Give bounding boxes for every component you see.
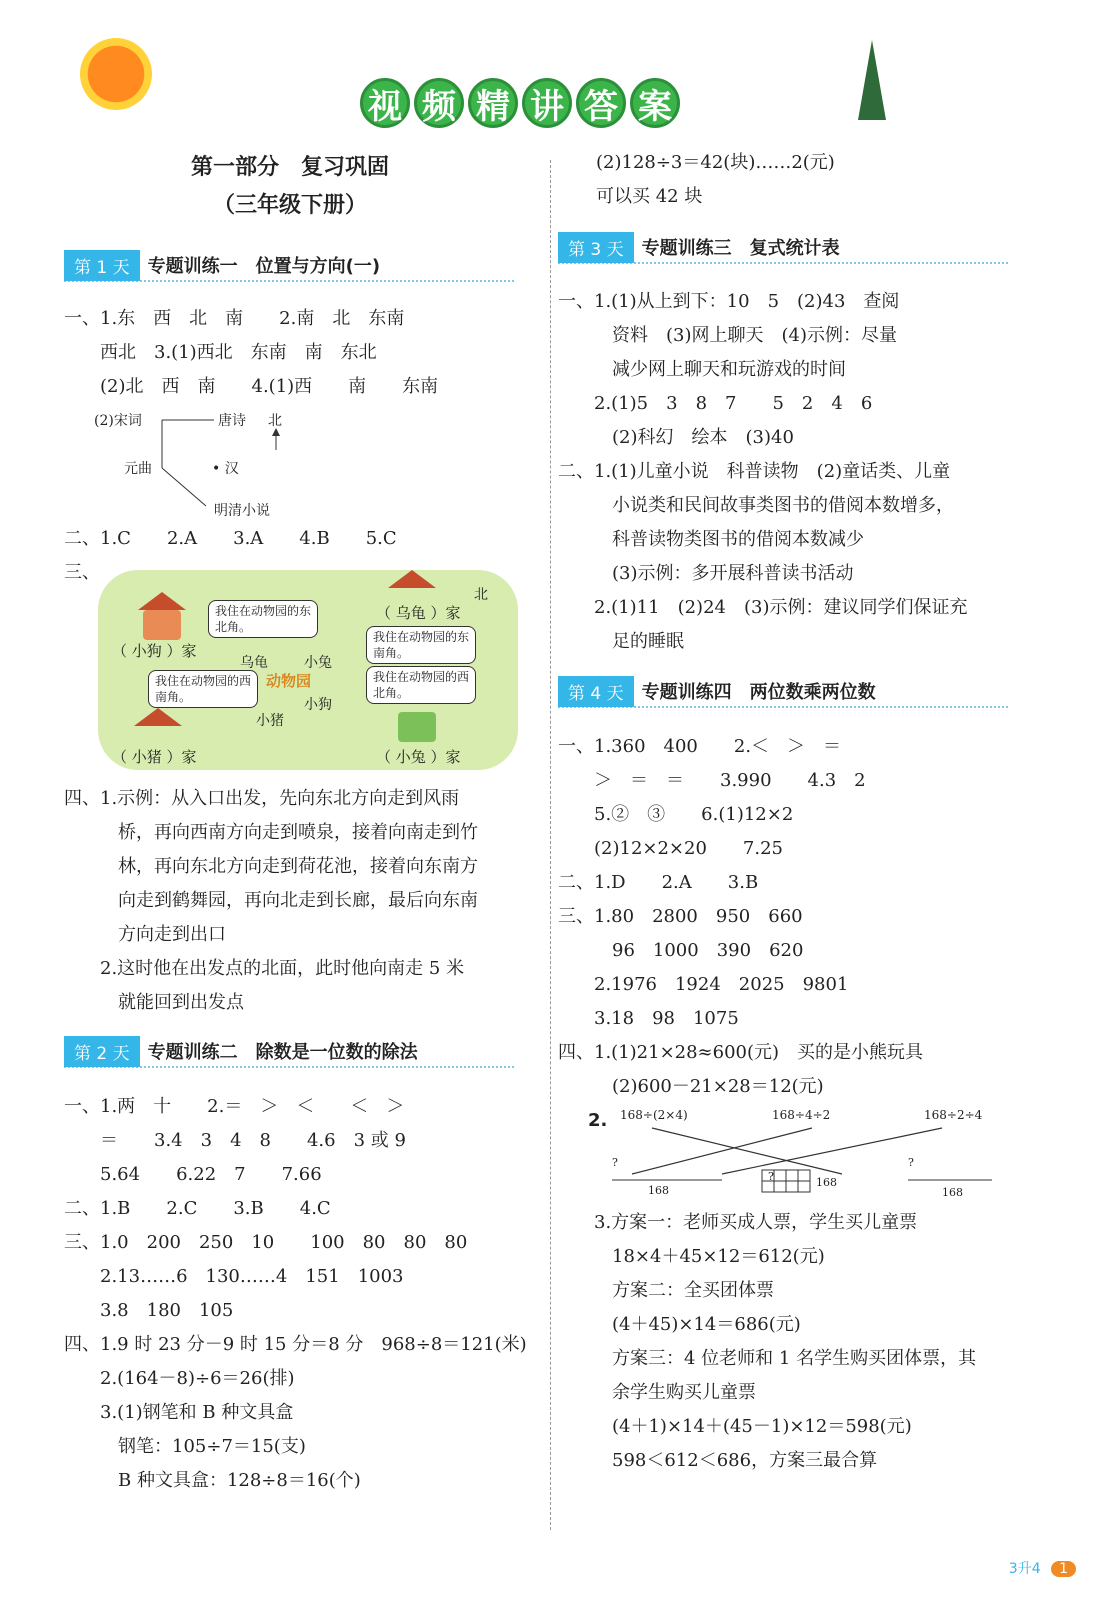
day4-answers [558,730,923,1104]
answer-line: 四、1.9 时 23 分－9 时 15 分＝8 分 968÷8＝121(米) [64,1334,527,1355]
answer-line: 一、1.两 十 2.＝ ＞ ＜ ＜ ＞ [64,1096,405,1117]
answer-line: 方案三：4 位老师和 1 名学生购买团体票，其 [558,1348,977,1369]
north-label: 北 [474,587,488,603]
page-title [360,78,680,128]
day-tag: 第 1 天 [64,250,140,281]
answer-line: 可以买 42 块 [560,186,703,207]
animal-label: 小兔 [304,655,332,671]
speech-bubble: 我住在动物园的东南角。 [366,626,476,664]
section-header-day1 [64,250,514,282]
part-subtitle: （三年级下册） [212,193,367,218]
answer-line: 就能回到出发点 [64,992,244,1013]
answer-line: 三、1.80 2800 950 660 [558,906,803,927]
answer-line: 3.方案一：老师买成人票，学生买儿童票 [558,1212,918,1233]
day-tag: 第 2 天 [64,1036,140,1067]
answer-line: 5.② ③ 6.(1)12×2 [558,804,794,825]
answer-line: 一、1.360 400 2.＜ ＞ ＝ [558,736,842,757]
title-char: 案 [630,78,680,128]
day1-q4 [64,782,478,1020]
value-label: 168 [942,1186,963,1199]
value-label: 168 [648,1184,669,1197]
answer-line: (2)12×2×20 7.25 [558,838,783,859]
section-title: 专题训练四 两位数乘两位数 [641,682,876,703]
answer-line: 四、1.示例：从入口出发，先向东北方向走到风雨 [64,788,460,809]
answer-line: 四、1.(1)21×28≈600(元) 买的是小熊玩具 [558,1042,924,1063]
value-label: 168 [816,1176,837,1189]
answer-line: 方案二：全买团体票 [558,1280,774,1301]
section-title: 专题训练一 位置与方向(一) [147,256,381,277]
diagram-label: 北 [268,413,282,429]
speech-bubble: 我住在动物园的西南角。 [148,670,258,708]
speech-bubble: 我住在动物园的东北角。 [208,600,318,638]
answer-line: 二、1.B 2.C 3.B 4.C [64,1198,331,1219]
section-header-day2 [64,1036,514,1068]
house-roof-icon [138,592,186,610]
answer-line: (2)北 西 南 4.(1)西 南 东南 [64,376,439,397]
page-footer [1009,1558,1076,1578]
answer-line: (4＋1)×14＋(45－1)×12＝598(元) [558,1416,912,1437]
answer-line: 二、1.D 2.A 3.B [558,872,759,893]
matching-diagram [612,1108,1012,1198]
answer-line: (3)示例：多开展科普读书活动 [558,563,854,584]
answer-line: ＝ 3.4 3 4 8 4.6 3 或 9 [64,1130,406,1151]
zoo-map [98,570,518,770]
answer-line: 小说类和民间故事类图书的借阅本数增多， [558,495,954,516]
answer-line: 3.8 180 105 [64,1300,234,1321]
animal-label: 小狗 [304,697,332,713]
answer-line: (2)科幻 绘本 (3)40 [558,427,794,448]
answer-line: 二、1.C 2.A 3.A 4.B 5.C [64,528,397,549]
answer-line: B 种文具盒：128÷8＝16(个) [64,1470,361,1491]
page-number: 1 [1051,1561,1076,1577]
section-header-day4 [558,676,1008,708]
day3-answers [558,285,967,659]
tree-icon [858,40,886,120]
tree-house-icon [398,712,436,742]
unknown-mark: ? [768,1170,774,1183]
home-label: （ 小兔 ）家 [376,748,461,766]
answer-line: 2.(1)5 3 8 7 5 2 4 6 [558,393,873,414]
unknown-mark: ? [908,1156,914,1169]
answer-line: 方向走到出口 [64,924,226,945]
answer-line: 三、1.0 200 250 10 100 80 80 80 [64,1232,468,1253]
answer-line: 2.这时他在出发点的北面，此时他向南走 5 米 [64,958,465,979]
answer-line: 96 1000 390 620 [558,940,804,961]
day1-answers [64,302,438,404]
animal-label: 乌龟 [240,655,268,671]
sun-icon [80,38,152,110]
zoo-label: 动物园 [266,672,312,690]
answer-line: 林，再向东北方向走到荷花池，接着向东南方 [64,856,478,877]
title-char: 答 [576,78,626,128]
day2-answers [64,1090,527,1498]
right-top-answers [560,146,835,214]
answer-line: 向走到鹤舞园，再向北走到长廊，最后向东南 [64,890,478,911]
part-title: 第一部分 复习巩固 [190,155,389,180]
answer-line: 二、1.(1)儿童小说 科普读物 (2)童话类、儿童 [558,461,951,482]
answer-line: 三、 [64,562,100,583]
answer-line: 598＜612＜686，方案三最合算 [558,1450,878,1471]
answer-line: ＞ ＝ ＝ 3.990 4.3 2 [558,770,866,791]
answer-line: 5.64 6.22 7 7.66 [64,1164,322,1185]
home-label: （ 小猪 ）家 [112,748,197,766]
day4-answers-2 [558,1206,976,1478]
title-char: 精 [468,78,518,128]
title-char: 讲 [522,78,572,128]
direction-diagram [94,410,314,520]
section-header-day3 [558,232,1008,264]
answer-line: 2.13……6 130……4 151 1003 [64,1266,404,1287]
unknown-mark: ? [612,1156,618,1169]
diagram-label: 唐诗 [218,413,246,429]
day-tag: 第 4 天 [558,676,634,707]
answer-line: 3.(1)钢笔和 B 种文具盒 [64,1402,294,1423]
answer-line: (2)128÷3＝42(块)……2(元) [560,152,835,173]
expression-label: 168÷(2×4) [620,1108,688,1122]
answer-line: 2.(164－8)÷6＝26(排) [64,1368,295,1389]
answer-line: 2.1976 1924 2025 9801 [558,974,849,995]
answer-line: 减少网上聊天和玩游戏的时间 [558,359,846,380]
expression-label: 168÷4÷2 [772,1108,831,1122]
house-icon [143,610,181,640]
answer-line: 桥，再向西南方向走到喷泉，接着向南走到竹 [64,822,478,843]
diagram-label: 明清小说 [214,503,270,519]
speech-bubble: 我住在动物园的西北角。 [366,666,476,704]
mushroom-house-icon [134,708,182,726]
title-char: 频 [414,78,464,128]
expression-label: 168÷2÷4 [924,1108,983,1122]
answer-line: 一、1.东 西 北 南 2.南 北 东南 [64,308,405,329]
answer-line: (4＋45)×14＝686(元) [558,1314,801,1335]
answer-line: 西北 3.(1)西北 东南 南 东北 [64,342,377,363]
grade-label: 3升4 [1008,1561,1041,1577]
home-label: （ 小狗 ）家 [112,642,197,660]
home-label: （ 乌龟 ）家 [376,604,461,622]
answer-line: 余学生购买儿童票 [558,1382,756,1403]
day-tag: 第 3 天 [558,232,634,263]
answer-line: 钢笔：105÷7＝15(支) [64,1436,306,1457]
answer-line: 2.(1)11 (2)24 (3)示例：建议同学们保证充 [558,597,968,618]
title-char: 视 [360,78,410,128]
answer-line: (2)600－21×28＝12(元) [558,1076,824,1097]
diagram-label: (2)宋词 [94,413,142,429]
answer-line: 足的睡眠 [558,631,684,652]
animal-label: 小猪 [256,713,284,729]
answer-line: 一、1.(1)从上到下：10 5 (2)43 查阅 [558,291,900,312]
question-number: 2. [588,1110,608,1131]
diagram-label: 元曲 [124,461,152,477]
answer-line: 科普读物类图书的借阅本数减少 [558,529,864,550]
column-divider [550,160,551,1530]
diagram-label: • 汉 [212,461,239,477]
mushroom-house-icon [388,570,436,588]
answer-line: 18×4＋45×12＝612(元) [558,1246,825,1267]
section-title: 专题训练三 复式统计表 [641,238,840,259]
answer-line: 3.18 98 1075 [558,1008,739,1029]
section-title: 专题训练二 除数是一位数的除法 [147,1042,418,1063]
answer-line: 资料 (3)网上聊天 (4)示例：尽量 [558,325,897,346]
